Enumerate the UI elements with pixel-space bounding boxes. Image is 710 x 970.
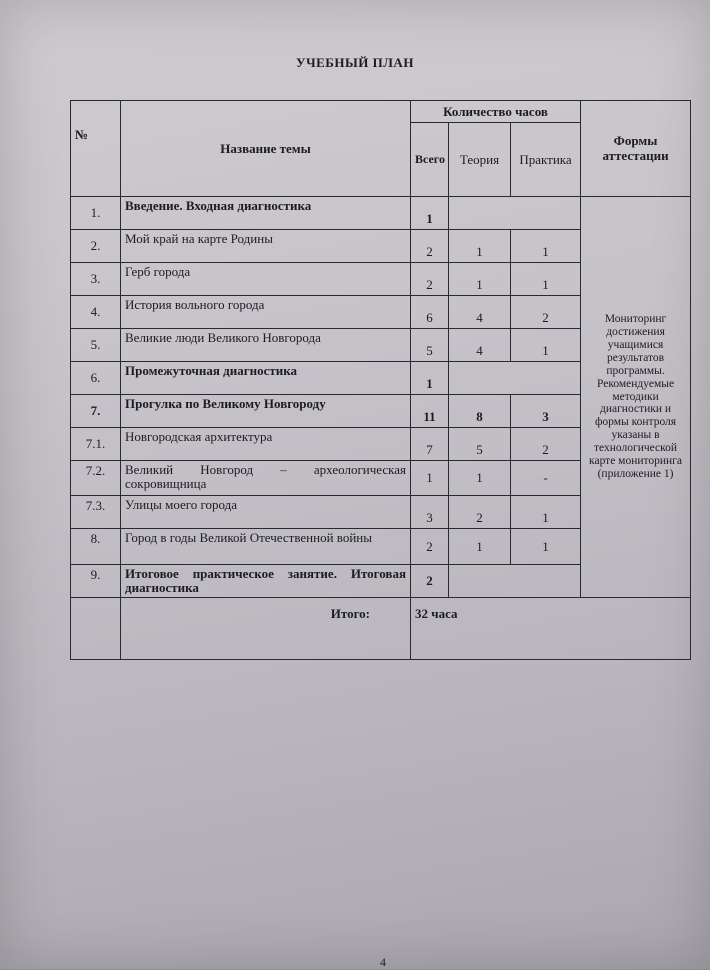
row-topic: История вольного города bbox=[121, 296, 411, 329]
row-practice: 1 bbox=[511, 496, 581, 529]
row-number: 1. bbox=[71, 197, 121, 230]
row-practice: 1 bbox=[511, 230, 581, 263]
row-topic: Итоговое практическое занятие. Итоговая диагностика bbox=[121, 565, 411, 598]
page-number: 4 bbox=[380, 955, 386, 969]
row-theory: 1 bbox=[449, 529, 511, 565]
row-number: 2. bbox=[71, 230, 121, 263]
curriculum-table bbox=[70, 100, 691, 660]
row-total: 1 bbox=[411, 362, 449, 395]
row-topic: Герб города bbox=[121, 263, 411, 296]
row-total: 2 bbox=[411, 565, 449, 598]
header-theory: Теория bbox=[449, 123, 511, 197]
row-topic: Мой край на карте Родины bbox=[121, 230, 411, 263]
row-practice: 3 bbox=[511, 395, 581, 428]
row-practice: 2 bbox=[511, 296, 581, 329]
row-theory: 8 bbox=[449, 395, 511, 428]
row-practice: 1 bbox=[511, 263, 581, 296]
row-practice: 2 bbox=[511, 428, 581, 461]
header-number: № bbox=[71, 101, 121, 197]
total-value: 32 часа bbox=[411, 598, 691, 660]
row-total: 6 bbox=[411, 296, 449, 329]
row-topic: Прогулка по Великому Новгороду bbox=[121, 395, 411, 428]
row-theory: 4 bbox=[449, 296, 511, 329]
row-topic: Новгородская архитектура bbox=[121, 428, 411, 461]
row-topic: Промежуточная диагностика bbox=[121, 362, 411, 395]
row-topic: Улицы моего города bbox=[121, 496, 411, 529]
row-empty bbox=[449, 362, 581, 395]
row-topic: Великие люди Великого Новгорода bbox=[121, 329, 411, 362]
row-theory: 1 bbox=[449, 263, 511, 296]
header-topic: Название темы bbox=[121, 101, 411, 197]
row-topic: Великий Новгород – археологическая сокровищница bbox=[121, 461, 411, 496]
row-number: 3. bbox=[71, 263, 121, 296]
row-number: 4. bbox=[71, 296, 121, 329]
row-total: 2 bbox=[411, 529, 449, 565]
row-number: 7. bbox=[71, 395, 121, 428]
row-total: 1 bbox=[411, 461, 449, 496]
row-theory: 5 bbox=[449, 428, 511, 461]
row-number: 9. bbox=[71, 565, 121, 598]
total-label: Итого: bbox=[121, 598, 411, 660]
row-total: 7 bbox=[411, 428, 449, 461]
document-title: УЧЕБНЫЙ ПЛАН bbox=[296, 55, 414, 70]
header-forms: Формы аттестации bbox=[581, 101, 691, 197]
table-row bbox=[71, 197, 691, 230]
row-number: 6. bbox=[71, 362, 121, 395]
row-total: 2 bbox=[411, 230, 449, 263]
row-number: 7.3. bbox=[71, 496, 121, 529]
header-total: Всего bbox=[411, 123, 449, 197]
row-topic: Введение. Входная диагностика bbox=[121, 197, 411, 230]
row-total: 2 bbox=[411, 263, 449, 296]
row-theory: 4 bbox=[449, 329, 511, 362]
header-practice: Практика bbox=[511, 123, 581, 197]
row-number: 7.2. bbox=[71, 461, 121, 496]
header-hours: Количество часов bbox=[411, 101, 581, 123]
row-empty bbox=[449, 565, 581, 598]
row-total: 1 bbox=[411, 197, 449, 230]
row-number: 7.1. bbox=[71, 428, 121, 461]
row-practice: 1 bbox=[511, 529, 581, 565]
attestation-forms: Мониторинг достижения учащимися результатов программы. Рекомендуемые методики диагностики и формы контроля указаны в технологической карте мониторинга (приложение 1) bbox=[581, 197, 691, 598]
row-total: 5 bbox=[411, 329, 449, 362]
row-number: 5. bbox=[71, 329, 121, 362]
row-number: 8. bbox=[71, 529, 121, 565]
total-empty-cell bbox=[71, 598, 121, 660]
row-practice: 1 bbox=[511, 329, 581, 362]
row-topic: Город в годы Великой Отечественной войны bbox=[121, 529, 411, 565]
row-empty bbox=[449, 197, 581, 230]
row-theory: 1 bbox=[449, 461, 511, 496]
row-theory: 1 bbox=[449, 230, 511, 263]
row-total: 11 bbox=[411, 395, 449, 428]
row-theory: 2 bbox=[449, 496, 511, 529]
row-total: 3 bbox=[411, 496, 449, 529]
row-practice: - bbox=[511, 461, 581, 496]
table-row-total bbox=[71, 598, 691, 660]
